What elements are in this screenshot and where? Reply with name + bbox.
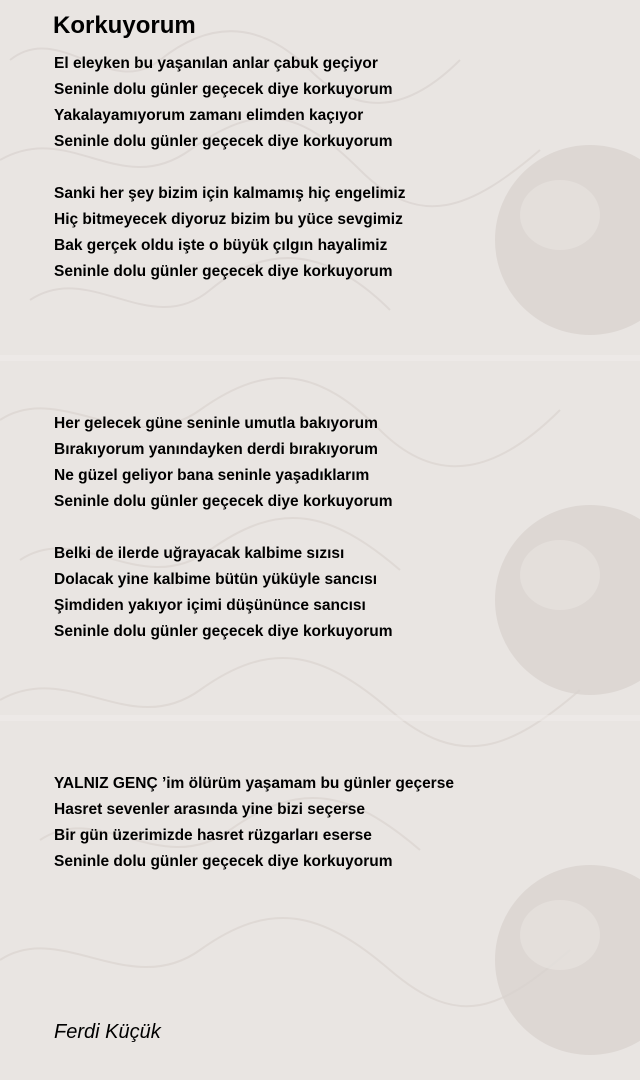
poem-line: Belki de ilerde uğrayacak kalbime sızısı [54, 545, 345, 562]
stanza-2 [54, 181, 405, 285]
stanza-1 [54, 51, 393, 155]
poem-line: Hiç bitmeyecek diyoruz bizim bu yüce sevgimiz [54, 211, 403, 228]
poem-line: El eleyken bu yaşanılan anlar çabuk geçiyor [54, 55, 378, 72]
poem-line: Her gelecek güne seninle umutla bakıyorum [54, 415, 378, 432]
poem-line: Şimdiden yakıyor içimi düşününce sancısı [54, 597, 366, 614]
poem-line: Hasret sevenler arasında yine bizi seçerse [54, 801, 366, 818]
poem-line: Seninle dolu günler geçecek diye korkuyorum [54, 263, 393, 280]
poem-line: Sanki her şey bizim için kalmamış hiç engelimiz [54, 185, 406, 202]
stanza-5 [54, 771, 454, 875]
poem-author: Ferdi Küçük [54, 1021, 161, 1043]
poem-line: Seninle dolu günler geçecek diye korkuyorum [54, 853, 393, 870]
poem-line: Dolacak yine kalbime bütün yüküyle sancısı [54, 571, 378, 588]
poem-line: Seninle dolu günler geçecek diye korkuyorum [54, 493, 393, 510]
poem-line: YALNIZ GENÇ ’im ölürüm yaşamam bu günler geçerse [54, 775, 454, 792]
poem-title: Korkuyorum [53, 12, 196, 39]
poem-line: Bırakıyorum yanındayken derdi bırakıyorum [54, 441, 378, 458]
poem-line: Seninle dolu günler geçecek diye korkuyorum [54, 81, 393, 98]
poem-line: Seninle dolu günler geçecek diye korkuyorum [54, 623, 393, 640]
poem-line: Seninle dolu günler geçecek diye korkuyorum [54, 133, 393, 150]
stanza-4 [54, 541, 393, 645]
poem-line: Yakalayamıyorum zamanı elimden kaçıyor [54, 107, 364, 124]
poem-line: Ne güzel geliyor bana seninle yaşadıklarım [54, 467, 370, 484]
stanza-3 [54, 411, 393, 515]
poem-line: Bak gerçek oldu işte o büyük çılgın hayalimiz [54, 237, 388, 254]
poem-line: Bir gün üzerimizde hasret rüzgarları eserse [54, 827, 372, 844]
